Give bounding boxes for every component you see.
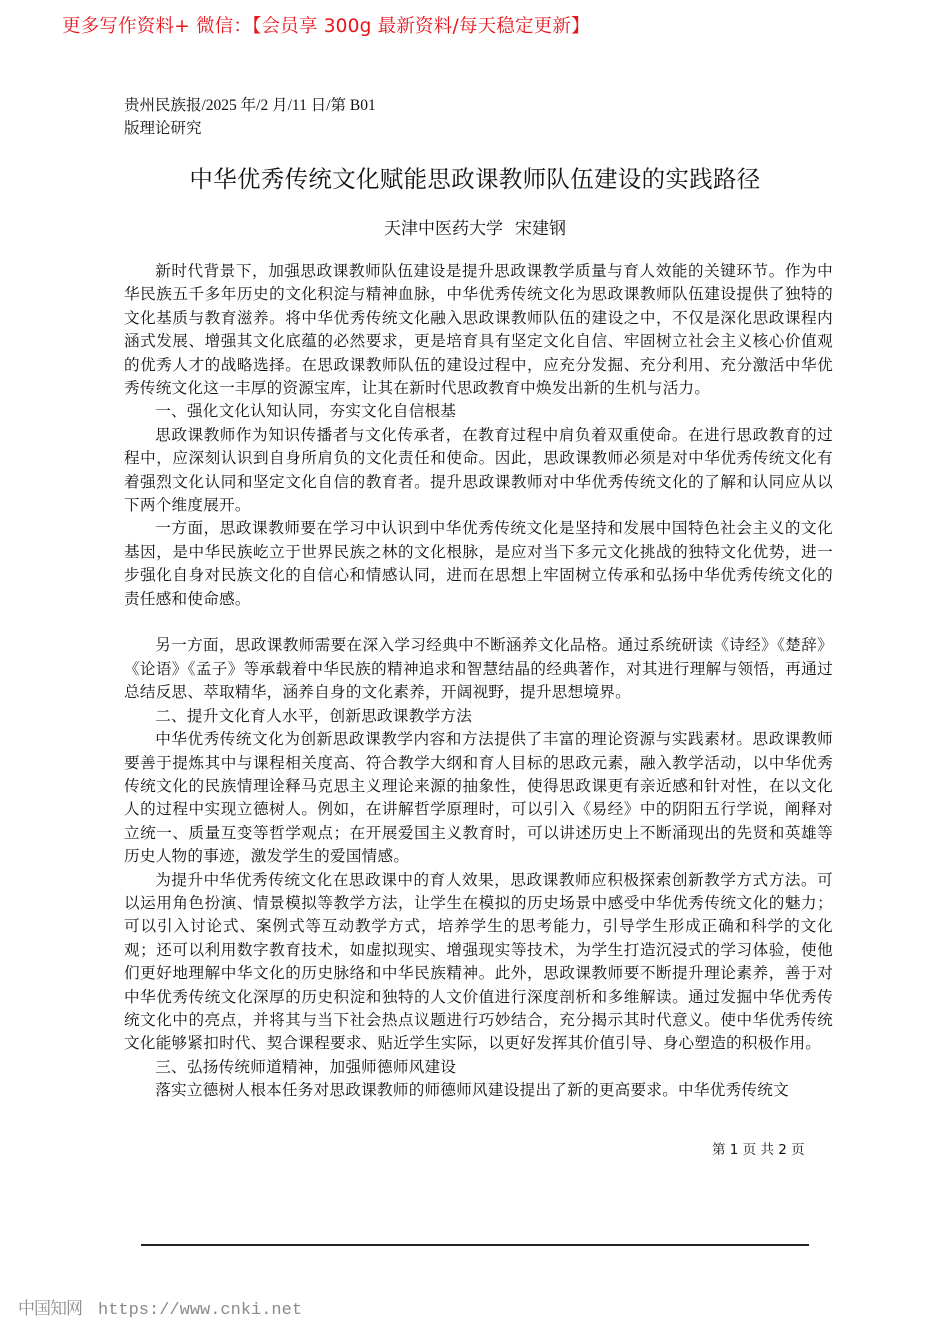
source-citation: [124, 94, 424, 140]
cnki-watermark: [18, 1294, 302, 1320]
footer-divider: [141, 1244, 809, 1246]
paragraph: 为提升中华优秀传统文化在思政课中的育人效果，思政课教师应积极探索创新教学方式方法。可以运用角色扮演、情景模拟等教学方法，让学生在模拟的历史场景中感受中华优秀传统文化的魅力；可以引入讨论式、案例式等互动教学方式，培养学生的思考能力，引导学生形成正确和科学的文化观；还可以利用数字教育技术，如虚拟现实、增强现实等技术，为学生打造沉浸式的学习体验，使他们更好地理解中华文化的历史脉络和中华民族精神。此外，思政课教师要不断提升理论素养，善于对中华优秀传统文化深厚的历史积淀和独特的人文价值进行深度剖析和多维解读。通过发掘中华优秀传统文化中的亮点，并将其与当下社会热点议题进行巧妙结合，充分揭示其时代意义。使中华优秀传统文化能够紧扣时代、契合课程要求、贴近学生实际，以更好发挥其价值引导、身心塑造的积极作用。: [124, 870, 833, 1053]
author-line: [0, 214, 950, 239]
source-line-section: 版理论研究: [124, 120, 202, 137]
author-institution: 天津中医药大学: [384, 219, 503, 239]
cnki-logo-text: 中国知网: [18, 1299, 82, 1319]
paragraph: 中华优秀传统文化为创新思政课教学内容和方法提供了丰富的理论资源与实践素材。思政课教师要善于提炼其中与课程相关度高、符合教学大纲和育人目标的思政元素，融入教学活动，以中华优秀传统文化的民族情理诠释马克思主义理论来源的抽象性，使得思政课更有亲近感和针对性，在以文化人的过程中实现立德树人。例如，在讲解哲学原理时，可以引入《易经》中的阴阳五行学说，阐释对立统一、质量互变等哲学观点；在开展爱国主义教育时，可以讲述历史上不断涌现出的先贤和英雄等历史人物的事迹，激发学生的爱国情感。: [124, 730, 833, 866]
cnki-url: https://www.cnki.net: [98, 1301, 303, 1320]
section-heading-1: 一、强化文化认知认同，夯实文化自信根基: [155, 402, 457, 421]
author-name: 宋建钢: [515, 219, 566, 239]
promo-banner: 更多写作资料+ 微信：【会员享 300g 最新资料/每天稳定更新】: [62, 16, 590, 37]
paragraph: 一方面，思政课教师要在学习中认识到中华优秀传统文化是坚持和发展中国特色社会主义的文化基因，是中华民族屹立于世界民族之林的文化根脉，是应对当下多元文化挑战的独特文化优势，进一步强化自身对民族文化的自信心和情感认同，进而在思想上牢固树立传承和弘扬中华优秀传统文化的责任感和使命感。: [124, 519, 833, 608]
article-title: 中华优秀传统文化赋能思政课教师队伍建设的实践路径: [189, 165, 761, 193]
source-line-publication: 贵州民族报/2025 年/2 月/11 日/第 B01: [124, 97, 376, 114]
section-heading-2: 二、提升文化育人水平，创新思政课教学方法: [155, 706, 473, 725]
paragraph-intro: 新时代背景下，加强思政课教师队伍建设是提升思政课教学质量与育人效能的关键环节。作为中华民族五千多年历史的文化积淀与精神血脉，中华优秀传统文化为思政课教师队伍建设提供了独特的文化基质与教育滋养。将中华优秀传统文化融入思政课教师队伍的建设之中，不仅是深化思政课程内涵式发展、增强其文化底蕴的必然要求，更是培育具有坚定文化自信、牢固树立社会主义核心价值观的优秀人才的战略选择。在思政课教师队伍的建设过程中，应充分发掘、充分利用、充分激活中华优秀传统文化这一丰厚的资源宝库，让其在新时代思政教育中焕发出新的生机与活力。: [124, 262, 833, 398]
paragraph: 另一方面，思政课教师需要在深入学习经典中不断涵养文化品格。通过系统研读《诗经》《楚辞》《论语》《孟子》等承载着中华民族的精神追求和智慧结晶的经典著作，对其进行理解与领悟，再通过总结反思、萃取精华，涵养自身的文化素养，开阔视野，提升思想境界。: [124, 636, 833, 702]
blank-line: [124, 611, 833, 634]
article-body: [124, 260, 833, 1103]
page-indicator: 第 1 页 共 2 页: [712, 1142, 805, 1158]
paragraph: 落实立德树人根本任务对思政课教师的师德师风建设提出了新的更高要求。中华优秀传统文: [155, 1081, 789, 1100]
section-heading-3: 三、弘扬传统师道精神，加强师德师风建设: [155, 1057, 457, 1076]
paragraph: 思政课教师作为知识传播者与文化传承者，在教育过程中肩负着双重使命。在进行思政教育的过程中，应深刻认识到自身所肩负的文化责任和使命。因此，思政课教师必须是对中华优秀传统文化有着强烈文化认同和坚定文化自信的教育者。提升思政课教师对中华优秀传统文化的了解和认同应从以下两个维度展开。: [124, 425, 833, 515]
